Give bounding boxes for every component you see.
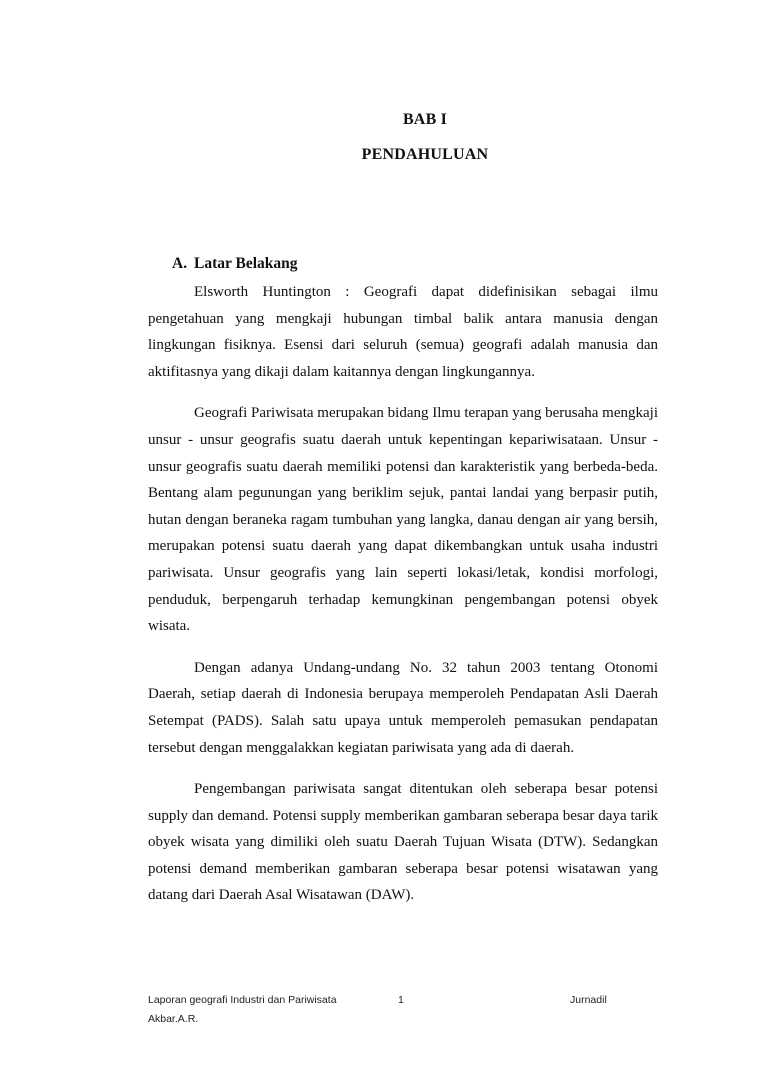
section-heading <box>172 255 298 273</box>
page-footer <box>148 994 658 1025</box>
footer-author-first: Jurnadil <box>570 994 607 1006</box>
section-title: Latar Belakang <box>194 255 298 272</box>
paragraph: Geografi Pariwisata merupakan bidang Ilmu terapan yang berusaha mengkaji unsur - unsur geografis suatu daerah untuk kepentingan kepariwisataan. Unsur - unsur geografis suatu daerah memiliki potensi dan karakteristik yang berbeda-beda. Bentang alam pegunungan yang beriklim sejuk, pantai landai yang berpasir putih, hutan dengan beraneka ragam tumbuhan yang langka, danau dengan air yang bersih, merupakan potensi suatu daerah yang dapat dikembangkan untuk usaha industri pariwisata. Unsur geografis yang lain seperti lokasi/letak, kondisi morfologi, penduduk, berpengaruh terhadap kemungkinan pengembangan potensi obyek wisata. <box>148 405 658 635</box>
section-marker: A. <box>172 255 188 272</box>
paragraph: Dengan adanya Undang-undang No. 32 tahun 2003 tentang Otonomi Daerah, setiap daerah di Indonesia berupaya memperoleh Pendapatan Asli Daerah Setempat (PADS). Salah satu upaya untuk memperoleh pemasukan pendapatan tersebut dengan menggalakkan kegiatan pariwisata yang ada di daerah. <box>148 659 658 756</box>
body-text <box>148 279 658 909</box>
chapter-number: BAB I <box>402 111 448 128</box>
footer-report-title: Laporan geografi Industri dan Pariwisata <box>148 994 337 1006</box>
footer-author-second: Akbar.A.R. <box>148 1013 199 1025</box>
paragraph: Elsworth Huntington : Geografi dapat didefinisikan sebagai ilmu pengetahuan yang mengkaji hubungan timbal balik antara manusia dengan lingkungan fisiknya. Esensi dari seluruh (semua) geografi adalah manusia dan aktifitasnya yang dikaji dalam kaitannya dengan lingkungannya. <box>148 284 658 380</box>
footer-page-number: 1 <box>398 994 404 1006</box>
paragraph: Pengembangan pariwisata sangat ditentukan oleh seberapa besar potensi supply dan demand. Potensi supply memberikan gambaran seberapa besar daya tarik obyek wisata yang dimiliki oleh suatu Daerah Tujuan Wisata (DTW). Sedangkan potensi demand memberikan gambaran seberapa besar potensi wisatawan yang datang dari Daerah Asal Wisatawan (DAW). <box>148 781 658 904</box>
chapter-title: PENDAHULUAN <box>361 146 489 163</box>
